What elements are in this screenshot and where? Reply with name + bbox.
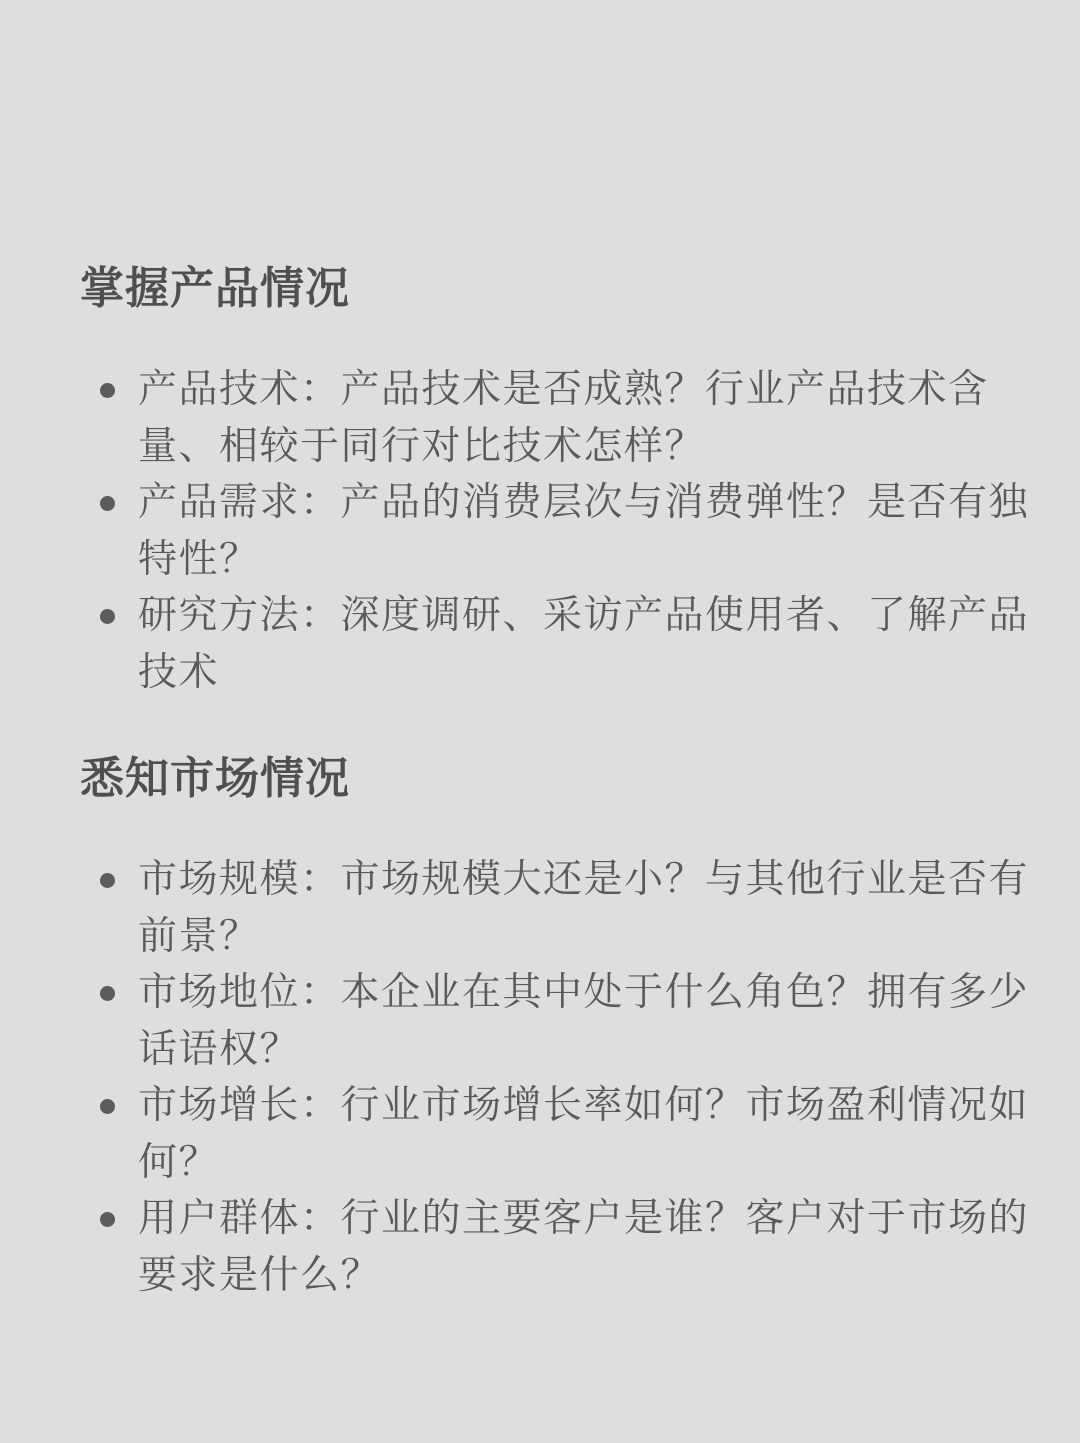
bullet-dot-icon xyxy=(100,1212,115,1227)
bullet-dot-icon xyxy=(100,383,115,398)
list-item-product-technology xyxy=(80,362,1038,475)
list-item-text: 市场增长：行业市场增长率如何？市场盈利情况如何？ xyxy=(138,1083,1030,1185)
list-item-market-position xyxy=(80,965,1038,1078)
list-item-text: 市场规模：市场规模大还是小？与其他行业是否有前景？ xyxy=(138,857,1030,959)
list-item-market-size xyxy=(80,852,1038,965)
market-section xyxy=(80,744,1040,1304)
section-heading-product: 掌握产品情况 xyxy=(80,263,350,314)
bullet-dot-icon xyxy=(100,986,115,1001)
list-item-text: 产品需求：产品的消费层次与消费弹性？是否有独特性？ xyxy=(138,480,1030,582)
product-section xyxy=(80,254,1040,701)
bullet-dot-icon xyxy=(100,1099,115,1114)
list-item-text: 市场地位：本企业在其中处于什么角色？拥有多少话语权？ xyxy=(138,970,1030,1072)
list-item-user-group xyxy=(80,1191,1038,1304)
list-item-research-method xyxy=(80,588,1038,701)
market-bullet-list xyxy=(80,852,1040,1304)
product-bullet-list xyxy=(80,362,1040,701)
list-item-product-demand xyxy=(80,475,1038,588)
bullet-dot-icon xyxy=(100,496,115,511)
list-item-text: 产品技术：产品技术是否成熟？行业产品技术含量、相较于同行对比技术怎样？ xyxy=(138,367,989,469)
list-item-market-growth xyxy=(80,1078,1038,1191)
section-heading-market: 悉知市场情况 xyxy=(80,753,350,804)
list-item-text: 研究方法：深度调研、采访产品使用者、了解产品技术 xyxy=(138,593,1030,695)
bullet-dot-icon xyxy=(100,873,115,888)
bullet-dot-icon xyxy=(100,609,115,624)
list-item-text: 用户群体：行业的主要客户是谁？客户对于市场的要求是什么？ xyxy=(138,1196,1030,1298)
